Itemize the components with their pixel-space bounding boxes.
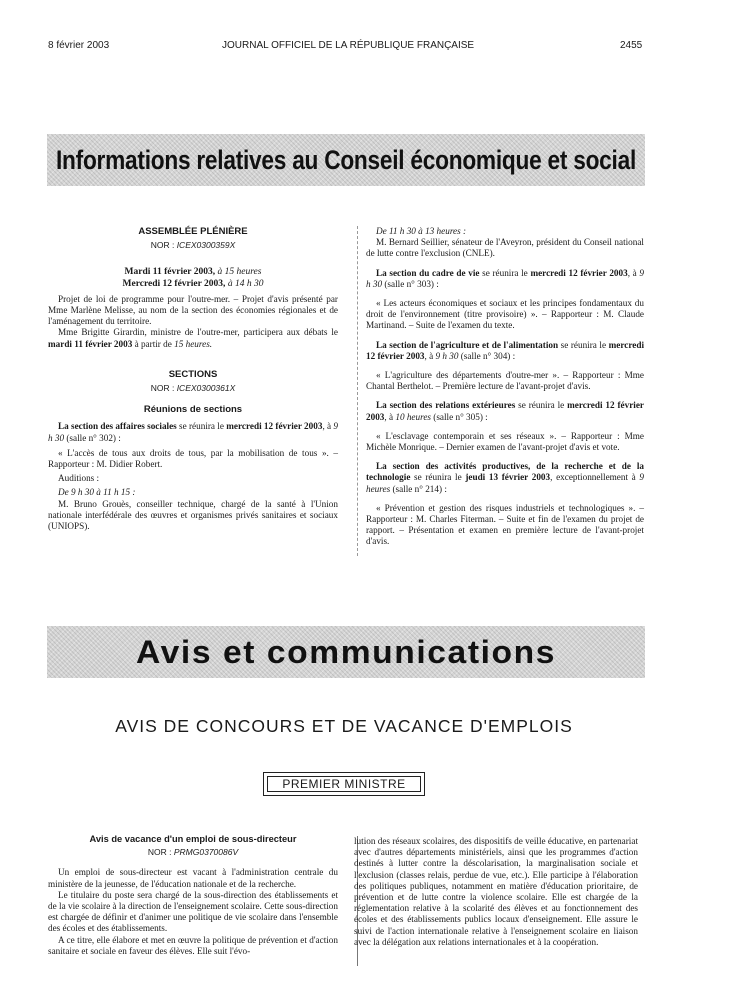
banner-conseil-title: Informations relatives au Conseil économique et social xyxy=(55,144,637,175)
premier-ministre-label: PREMIER MINISTRE xyxy=(267,776,421,792)
section-name: La section des affaires sociales xyxy=(58,421,177,432)
section-name: La section des relations extérieures xyxy=(376,400,516,411)
text: , à xyxy=(322,421,334,432)
session-2-date: Mercredi 12 février 2003, xyxy=(122,278,228,289)
paragraph-horaire-1: De 9 h 30 à 11 h 15 : xyxy=(58,487,136,498)
paragraph-auditions: Auditions : xyxy=(58,473,100,484)
nor-label: NOR : xyxy=(150,240,175,251)
paragraph-evolution-reseaux: lution des réseaux scolaires, des dispositifs de veille éducative, en partenariat avec d'autres départements ministériels, ainsi que les programmes d'action destinés à lutter contre la déscolarisation, la marginalisation sociale et l'exclusion (classes relais, perdue de vue, etc.). Elle participe à l'élaboration des politiques publiques, notamment en matière d'éducation prioritaire, de prévention et de lutte contre la violence scolaire. Elle est chargée de la réglementation relative à la scolarité des élèves et au fonctionnement des écoles et des établissements publics locaux d'enseignement. Elle assure le suivi de l'action internationale relative à l'enseignement scolaire en liaison avec la délégation aux relations internationales et à la coopération. xyxy=(354,836,638,947)
text-italic: 9 h 30 xyxy=(435,350,459,361)
paragraph-seillier: M. Bernard Seillier, sénateur de l'Aveyron, président du Conseil national de lutte contre l'exclusion (CNLE). xyxy=(366,237,644,259)
banner-avis xyxy=(47,626,645,678)
text: (salle n° 214) : xyxy=(390,483,447,494)
paragraph-emploi-vacant: Un emploi de sous-directeur est vacant à l'administration centrale du ministère de la jeunesse, de l'éducation nationale et de la recherche. xyxy=(48,867,338,889)
paragraph-projet-loi: Projet de loi de programme pour l'outre-mer. – Projet d'avis présenté par Mme Marlène Melisse, au nom de la section des économies régionales et de l'aménagement du territoire. xyxy=(48,293,338,327)
vacance-nor xyxy=(48,847,338,858)
nor-label: NOR : xyxy=(150,383,175,394)
text-italic: 10 heures xyxy=(395,411,431,422)
text: se réunira le xyxy=(479,267,531,278)
section-name: La section du cadre de vie xyxy=(376,267,480,278)
section-name: La section des activités productives, de la recherche et de la technologie xyxy=(366,461,644,483)
paragraph-agriculture xyxy=(366,340,644,362)
text: Mme Brigitte Girardin, ministre de l'outre-mer, participera aux débats le xyxy=(58,327,338,338)
assembly-title: ASSEMBLÉE PLÉNIÈRE xyxy=(138,226,248,237)
session-2-time: à 14 h 30 xyxy=(227,278,264,289)
right-column xyxy=(366,226,644,548)
nor-code: ICEX0300361X xyxy=(176,383,236,394)
session-1-date: Mardi 11 février 2003, xyxy=(124,267,218,278)
text: (salle n° 302) : xyxy=(64,432,121,443)
text: se réunira le xyxy=(176,421,227,432)
text-bold: mercredi 12 février 2003 xyxy=(226,421,323,432)
text-bold: mercredi 12 février 2003 xyxy=(366,400,644,422)
text-italic: 9 h 30 xyxy=(366,267,645,289)
paragraph-horaire-2: De 11 h 30 à 13 heures : xyxy=(376,226,467,236)
left-column xyxy=(48,226,338,532)
text: , exceptionnellement à xyxy=(550,472,640,483)
page-number: 2455 xyxy=(620,40,643,51)
text: se réunira le xyxy=(410,472,466,483)
text: (salle n° 303) : xyxy=(382,278,439,289)
text-bold: mardi 11 février 2003 xyxy=(48,338,133,349)
assembly-nor xyxy=(48,240,338,251)
paragraph-acteurs-economiques: « Les acteurs économiques et sociaux et les principes fondamentaux du droit de l'environnement (titre provisoire) ». – Rapporteur : M. Claude Martinand. – Suite de l'examen du texte. xyxy=(366,298,644,331)
section-name: La section de l'agriculture et de l'alimentation xyxy=(376,339,559,350)
text: , à xyxy=(384,411,396,422)
premier-ministre-box xyxy=(263,772,425,796)
banner-avis-title: Avis et communications xyxy=(136,633,556,670)
paragraph-relations-exterieures xyxy=(366,400,644,422)
reunions-title: Réunions de sections xyxy=(143,404,243,416)
banner-conseil xyxy=(47,134,645,186)
paragraph-titulaire: Le titulaire du poste sera chargé de la sous-direction des établissements et de la vie scolaire à la direction de l'enseignement scolaire. Cette sous-direction est chargée de définir et d'animer une politique de vie scolaire dans l'ensemble des écoles et des établissements. xyxy=(48,889,338,934)
text: à partir de xyxy=(132,338,175,349)
session-1-time: à 15 heures xyxy=(217,267,262,278)
text: , à xyxy=(424,350,436,361)
text-italic: 9 h 30 xyxy=(48,421,338,443)
paragraph-cadre-de-vie xyxy=(366,268,644,290)
text-italic: 15 heures. xyxy=(174,338,213,349)
text: (salle n° 305) : xyxy=(430,411,488,422)
text-italic: 9 heures xyxy=(366,472,644,494)
text-bold: jeudi 13 février 2003 xyxy=(465,472,551,483)
paragraph-risques-industriels: « Prévention et gestion des risques industriels et technologiques ». – Rapporteur : M. Charles Fiterman. – Suite et fin de l'examen du projet de rapport. – Présentation et examen en première lecture de l'avant-projet d'avis. xyxy=(366,502,644,547)
journal-title: JOURNAL OFFICIEL DE LA RÉPUBLIQUE FRANÇAISE xyxy=(222,40,475,51)
paragraph-affaires-sociales xyxy=(48,421,338,443)
paragraph-activites-productives xyxy=(366,461,644,495)
text: se réunira le xyxy=(558,339,609,350)
paragraph-outre-mer: « L'agriculture des départements d'outre-mer ». – Rapporteur : Mme Chantal Berthelot. – Première lecture de l'avant-projet d'avis. xyxy=(366,370,644,392)
bottom-right-column xyxy=(354,836,638,948)
text: (salle n° 304) : xyxy=(458,350,516,361)
concours-title: AVIS DE CONCOURS ET DE VACANCE D'EMPLOIS xyxy=(115,716,573,736)
vacance-title: Avis de vacance d'un emploi de sous-directeur xyxy=(89,834,297,844)
session-1 xyxy=(48,267,338,278)
nor-code: ICEX0300359X xyxy=(176,240,236,251)
sections-title: SECTIONS xyxy=(168,368,218,380)
text: se réunira le xyxy=(515,400,568,411)
paragraph-esclavage: « L'esclavage contemporain et ses réseaux ». – Rapporteur : Mme Michèle Monrique. – Dernier examen de l'avant-projet d'avis et vote. xyxy=(366,430,644,453)
paragraph-groues: M. Bruno Grouès, conseiller technique, chargé de la santé à l'Union nationale interfédérale des œuvres et organismes privés sanitaires et sociaux (UNIOPS). xyxy=(48,498,338,532)
column-divider xyxy=(357,226,359,556)
text: , à xyxy=(627,267,640,278)
nor-label: NOR : xyxy=(147,847,172,858)
paragraph-a-ce-titre: A ce titre, elle élabore et met en œuvre la politique de prévention et d'action sanitaire et sociale en faveur des élèves. Elle suit l'évo- xyxy=(48,934,338,956)
header-date: 8 février 2003 xyxy=(48,40,110,51)
text-bold: mercredi 12 février 2003 xyxy=(366,339,644,361)
text-bold: mercredi 12 février 2003 xyxy=(530,267,628,278)
paragraph-acces-droits: « L'accès de tous aux droits de tous, par la mobilisation de tous ». – Rapporteur : M. Didier Robert. xyxy=(48,447,338,470)
session-2 xyxy=(48,279,338,290)
nor-code: PRMG0370086V xyxy=(173,847,239,858)
sections-nor xyxy=(48,383,338,394)
paragraph-girardin xyxy=(48,327,338,349)
bottom-left-column xyxy=(48,834,338,957)
